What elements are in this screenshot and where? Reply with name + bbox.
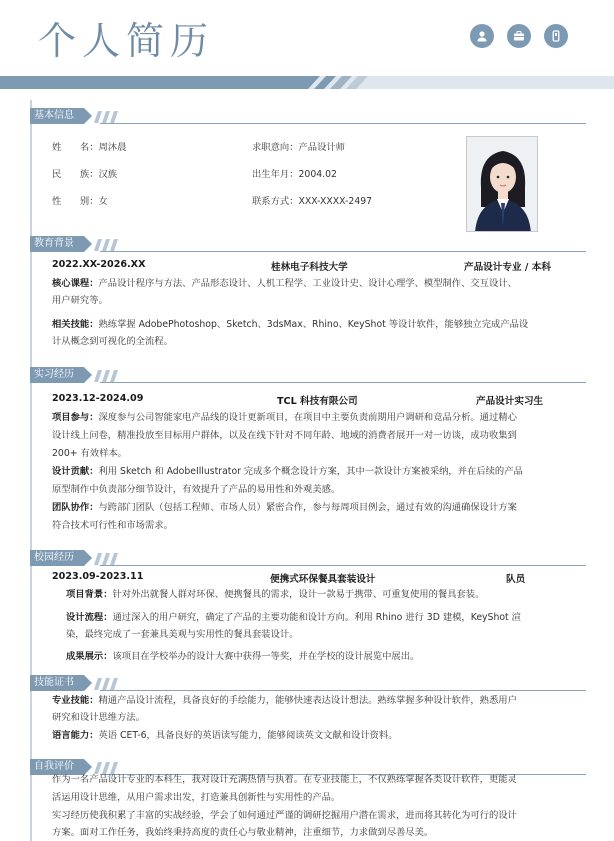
- section-education: [30, 236, 586, 252]
- edu-skill-cont: 计从概念到可视化的全流程。: [52, 336, 173, 347]
- contact-value: XXX-XXXX-2497: [298, 196, 373, 207]
- section-internship: [30, 367, 586, 383]
- pro-label: 专业技能：: [52, 695, 99, 706]
- intern-date: 2023.12-2024.09: [52, 393, 144, 404]
- skill-pro: [52, 694, 582, 707]
- nation-value: 汉族: [98, 169, 118, 180]
- person-icon: [470, 24, 494, 48]
- stripes-decoration: [94, 678, 124, 690]
- section-title: 校园经历: [30, 550, 84, 566]
- stripes-decoration: [94, 370, 124, 382]
- intern-bg-3: 200+ 有效样本。: [52, 448, 127, 459]
- intern-team: [52, 501, 582, 514]
- self-line-3: 实习经历使我积累了丰富的实战经验，学会了如何通过严谨的调研挖掘用户潜在需求，进而将其转化为可行的设计: [52, 810, 517, 821]
- section-rule: [100, 123, 586, 124]
- skill-pro-2: 研究和设计思维方法。: [52, 712, 145, 723]
- section-rule: [100, 565, 586, 566]
- team-label: 团队协作：: [52, 502, 99, 513]
- edu-date: 2022.XX-2026.XX: [52, 259, 146, 270]
- stripes-decoration: [94, 553, 124, 565]
- tag-icon: [544, 24, 568, 48]
- campus-role: 队员: [506, 574, 526, 585]
- bg-label: 项目参与：: [52, 412, 99, 423]
- campus-flow: [66, 611, 586, 624]
- course-line: 产品设计程序与方法、产品形态设计、人机工程学、工业设计史、设计心理学、模型制作、交互设计、: [98, 278, 517, 289]
- campus-bg: [66, 588, 586, 601]
- campus-result: [66, 650, 586, 663]
- page-title: 个人简历: [38, 19, 215, 63]
- section-skills: [30, 675, 586, 691]
- skill-lang: [52, 729, 582, 742]
- edu-course-cont: 用户研究等。: [52, 295, 108, 306]
- intern-bg: [52, 411, 582, 424]
- section-rule: [100, 690, 586, 691]
- edu-skill: [52, 318, 582, 331]
- self-line-4: 方案。面对工作任务，我始终秉持高度的责任心与敬业精神，注重细节，力求做到尽善尽美。: [52, 827, 434, 838]
- lang-line: 英语 CET-6，具备良好的英语读写能力，能够阅读英文文献和设计资料。: [98, 730, 398, 741]
- nation-row: [52, 168, 117, 181]
- bg-line: 深度参与公司智能家电产品线的设计更新项目，在项目中主要负责前期用户调研和竞品分析。通过精心: [98, 412, 517, 423]
- intern-design: [52, 465, 582, 478]
- pro-line: 精通产品设计流程，具备良好的手绘能力，能够快速表达设计想法。熟练掌握多种设计软件，熟悉用户: [98, 695, 517, 706]
- intern-company: TCL 科技有限公司: [277, 396, 358, 407]
- stripes-decoration: [94, 111, 124, 123]
- header: [0, 0, 614, 95]
- skill-line: 熟练掌握 AdobePhotoshop、Sketch、3dsMax、Rhino、KeyShot 等设计软件，能够独立完成产品设: [98, 319, 529, 330]
- intern-design-2: 原型制作中负责部分细节设计，有效提升了产品的易用性和外观美感。: [52, 484, 341, 495]
- flow-line: 通过深入的用户研究，确定了产品的主要功能和设计方向。利用 Rhino 进行 3D 建模，KeyShot 渲: [112, 612, 521, 623]
- intent-value: 产品设计师: [298, 142, 345, 153]
- edu-course: [52, 277, 572, 290]
- design-label: 设计贡献：: [52, 466, 99, 477]
- contact-row: [252, 195, 372, 208]
- intern-team-2: 符合技术可行性和市场需求。: [52, 520, 173, 531]
- timeline-line: [30, 100, 32, 841]
- profile-photo: [466, 136, 538, 232]
- course-label: 核心课程：: [52, 278, 99, 289]
- section-campus: [30, 550, 586, 566]
- gender-label: 性 别：: [52, 196, 99, 207]
- self-line-2: 活运用设计思维，从用户需求出发，打造兼具创新性与实用性的产品。: [52, 792, 341, 803]
- section-basic: [30, 108, 586, 124]
- edu-school: 桂林电子科技大学: [271, 262, 348, 273]
- briefcase-icon: [507, 24, 531, 48]
- design-line: 利用 Sketch 和 AdobeIllustrator 完成多个概念设计方案，其中一款设计方案被采纳，并在后续的产品: [98, 466, 523, 477]
- portrait-illustration: [467, 137, 538, 232]
- bg-line: 针对外出就餐人群对环保、便携餐具的需求，设计一款易于携带、可重复使用的餐具套装。: [112, 589, 485, 600]
- gender-value: 女: [98, 196, 108, 207]
- intern-role: 产品设计实习生: [476, 396, 544, 407]
- section-rule: [100, 382, 586, 383]
- section-rule: [100, 251, 586, 252]
- gender-row: [52, 195, 108, 208]
- intent-label: 求职意向：: [252, 142, 299, 153]
- intent-row: [252, 141, 345, 154]
- edu-major: 产品设计专业 / 本科: [464, 262, 551, 273]
- header-icons: [470, 24, 568, 48]
- header-bar: [0, 76, 614, 89]
- birth-label: 出生年月：: [252, 169, 299, 180]
- section-title: 教育背景: [30, 236, 84, 252]
- section-title: 技能证书: [30, 675, 84, 691]
- name-value: 周沐晨: [98, 142, 127, 153]
- nation-label: 民 族：: [52, 169, 99, 180]
- section-title: 基本信息: [30, 108, 84, 124]
- campus-flow-2: 染，最终完成了一套兼具美观与实用性的餐具套装设计。: [66, 629, 299, 640]
- name-row: [52, 141, 126, 154]
- stripes-decoration: [94, 239, 124, 251]
- birth-row: [252, 168, 337, 181]
- campus-date: 2023.09-2023.11: [52, 571, 144, 582]
- section-title: 自我评价: [30, 759, 84, 775]
- bg-label: 项目背景：: [66, 589, 113, 600]
- result-label: 成果展示：: [66, 651, 113, 662]
- flow-label: 设计流程：: [66, 612, 113, 623]
- self-line-1: 作为一名产品设计专业的本科生，我对设计充满热情与执着。在专业技能上，不仅熟练掌握各类设计软件，更能灵: [52, 774, 517, 785]
- section-title: 实习经历: [30, 367, 84, 383]
- birth-value: 2004.02: [298, 169, 337, 180]
- skill-label: 相关技能：: [52, 319, 99, 330]
- campus-project: 便携式环保餐具套装设计: [270, 574, 376, 585]
- team-line: 与跨部门团队（包括工程师、市场人员）紧密合作，参与每周项目例会，通过有效的沟通确保设计方案: [98, 502, 517, 513]
- lang-label: 语言能力：: [52, 730, 99, 741]
- name-label: 姓 名：: [52, 142, 99, 153]
- result-line: 该项目在学校举办的设计大赛中获得一等奖，并在学校的设计展览中展出。: [112, 651, 420, 662]
- contact-label: 联系方式：: [252, 196, 299, 207]
- intern-bg-2: 设计线上问卷，精准投放至目标用户群体，以及在线下针对不同年龄、地域的消费者展开一对一访谈，成功收集到: [52, 430, 517, 441]
